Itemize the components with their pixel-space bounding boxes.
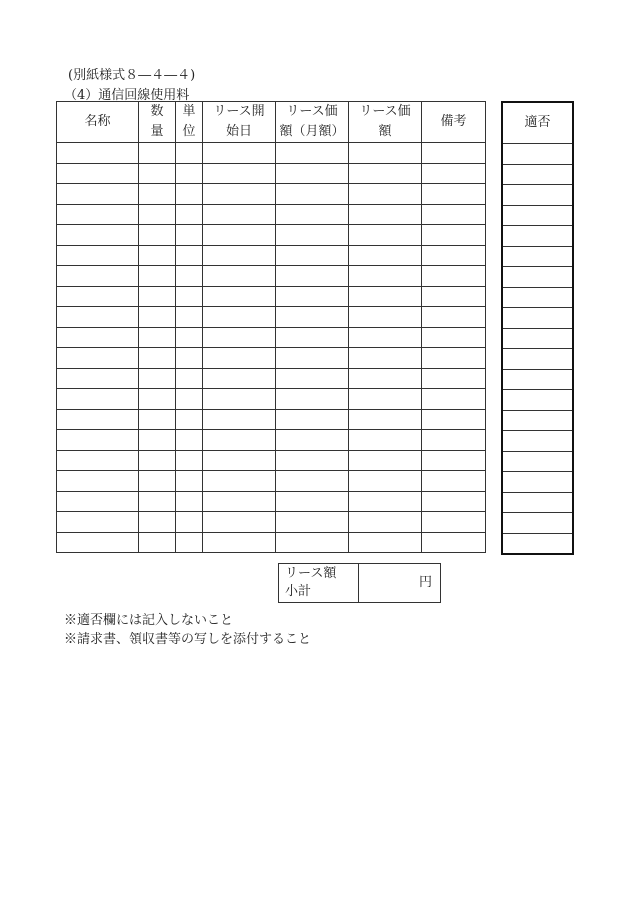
cell-remarks[interactable] (422, 409, 486, 430)
cell-quantity[interactable] (139, 286, 176, 307)
cell-quantity[interactable] (139, 327, 176, 348)
table-row (57, 409, 486, 430)
cell-name[interactable] (57, 409, 139, 430)
note-attach-receipts: ※請求書、領収書等の写しを添付すること (64, 632, 312, 647)
cell-unit[interactable] (176, 409, 203, 430)
cell-lease-price[interactable] (349, 286, 422, 307)
table-row (57, 430, 486, 451)
table-row (57, 512, 486, 533)
cell-lease-monthly-price[interactable] (276, 307, 349, 328)
cell-approval (502, 205, 573, 226)
header-remarks: 備考 (422, 102, 486, 143)
check-row (502, 287, 573, 308)
cell-name[interactable] (57, 307, 139, 328)
cell-unit[interactable] (176, 143, 203, 164)
cell-unit[interactable] (176, 225, 203, 246)
cell-lease-start-date[interactable] (203, 245, 276, 266)
cell-lease-price[interactable] (349, 471, 422, 492)
cell-lease-monthly-price[interactable] (276, 491, 349, 512)
cell-lease-monthly-price[interactable] (276, 532, 349, 553)
cell-lease-monthly-price[interactable] (276, 204, 349, 225)
cell-approval (502, 287, 573, 308)
cell-lease-price[interactable] (349, 389, 422, 410)
cell-unit[interactable] (176, 163, 203, 184)
cell-lease-monthly-price[interactable] (276, 327, 349, 348)
cell-lease-price[interactable] (349, 245, 422, 266)
cell-unit[interactable] (176, 204, 203, 225)
cell-approval (502, 185, 573, 206)
header-unit: 単 位 (176, 102, 203, 143)
cell-name[interactable] (57, 163, 139, 184)
cell-lease-monthly-price[interactable] (276, 409, 349, 430)
cell-unit[interactable] (176, 348, 203, 369)
cell-approval (502, 226, 573, 247)
cell-lease-start-date[interactable] (203, 368, 276, 389)
cell-lease-price[interactable] (349, 204, 422, 225)
cell-name[interactable] (57, 471, 139, 492)
cell-lease-start-date[interactable] (203, 225, 276, 246)
cell-approval (502, 369, 573, 390)
cell-lease-start-date[interactable] (203, 327, 276, 348)
cell-name[interactable] (57, 512, 139, 533)
cell-lease-start-date[interactable] (203, 491, 276, 512)
cell-lease-start-date[interactable] (203, 512, 276, 533)
check-row (502, 246, 573, 267)
table-row (57, 204, 486, 225)
check-row (502, 267, 573, 288)
cell-quantity[interactable] (139, 368, 176, 389)
form-reference: (別紙様式８―４―４) (68, 68, 196, 83)
cell-remarks[interactable] (422, 532, 486, 553)
yen-unit: 円 (418, 575, 432, 590)
table-row (57, 266, 486, 287)
cell-lease-price[interactable] (349, 430, 422, 451)
subtotal-row (279, 564, 441, 603)
cell-quantity[interactable] (139, 204, 176, 225)
cell-approval (502, 492, 573, 513)
cell-remarks[interactable] (422, 450, 486, 471)
cell-quantity[interactable] (139, 348, 176, 369)
table-row (57, 163, 486, 184)
cell-quantity[interactable] (139, 471, 176, 492)
cell-unit[interactable] (176, 450, 203, 471)
cell-quantity[interactable] (139, 307, 176, 328)
check-row (502, 205, 573, 226)
cell-lease-monthly-price[interactable] (276, 389, 349, 410)
check-row (502, 431, 573, 452)
cell-name[interactable] (57, 532, 139, 553)
cell-lease-start-date[interactable] (203, 532, 276, 553)
cell-quantity[interactable] (139, 532, 176, 553)
cell-unit[interactable] (176, 184, 203, 205)
check-row (502, 492, 573, 513)
cell-name[interactable] (57, 184, 139, 205)
cell-quantity[interactable] (139, 450, 176, 471)
cell-approval (502, 144, 573, 165)
cell-lease-monthly-price[interactable] (276, 163, 349, 184)
cell-lease-price[interactable] (349, 368, 422, 389)
cell-lease-price[interactable] (349, 143, 422, 164)
cell-lease-monthly-price[interactable] (276, 266, 349, 287)
cell-approval (502, 164, 573, 185)
check-row (502, 390, 573, 411)
cell-approval (502, 349, 573, 370)
cell-approval (502, 328, 573, 349)
table-row (57, 143, 486, 164)
cell-name[interactable] (57, 491, 139, 512)
cell-name[interactable] (57, 266, 139, 287)
table-row (57, 491, 486, 512)
cell-lease-start-date[interactable] (203, 450, 276, 471)
check-row (502, 349, 573, 370)
header-lease-monthly-price: リース価 額（月額） (276, 102, 349, 143)
subtotal-label: リース額 小計 (279, 564, 359, 603)
cell-lease-price[interactable] (349, 491, 422, 512)
cell-name[interactable] (57, 225, 139, 246)
cell-quantity[interactable] (139, 512, 176, 533)
cell-name[interactable] (57, 204, 139, 225)
cell-lease-price[interactable] (349, 163, 422, 184)
cell-unit[interactable] (176, 327, 203, 348)
cell-unit[interactable] (176, 245, 203, 266)
cell-lease-price[interactable] (349, 348, 422, 369)
cell-unit[interactable] (176, 307, 203, 328)
table-row (57, 307, 486, 328)
cell-lease-monthly-price[interactable] (276, 245, 349, 266)
check-row (502, 369, 573, 390)
cell-quantity[interactable] (139, 409, 176, 430)
cell-lease-price[interactable] (349, 184, 422, 205)
note-approval-column: ※適否欄には記入しないこと (64, 613, 234, 628)
check-row (502, 533, 573, 554)
cell-quantity[interactable] (139, 430, 176, 451)
table-row (57, 225, 486, 246)
check-row (502, 164, 573, 185)
check-header-row (502, 102, 573, 144)
cell-unit[interactable] (176, 286, 203, 307)
cell-name[interactable] (57, 286, 139, 307)
cell-remarks[interactable] (422, 307, 486, 328)
cell-lease-price[interactable] (349, 409, 422, 430)
cell-lease-start-date[interactable] (203, 143, 276, 164)
cell-name[interactable] (57, 389, 139, 410)
cell-lease-price[interactable] (349, 266, 422, 287)
cell-quantity[interactable] (139, 245, 176, 266)
check-row (502, 410, 573, 431)
cell-lease-price[interactable] (349, 532, 422, 553)
cell-remarks[interactable] (422, 512, 486, 533)
cell-name[interactable] (57, 348, 139, 369)
table-row (57, 368, 486, 389)
cell-lease-start-date[interactable] (203, 163, 276, 184)
cell-remarks[interactable] (422, 286, 486, 307)
check-row (502, 513, 573, 534)
cell-lease-monthly-price[interactable] (276, 450, 349, 471)
check-row (502, 144, 573, 165)
cell-lease-start-date[interactable] (203, 266, 276, 287)
cell-approval (502, 431, 573, 452)
table-row (57, 532, 486, 553)
cell-lease-start-date[interactable] (203, 348, 276, 369)
table-row (57, 184, 486, 205)
cell-unit[interactable] (176, 471, 203, 492)
cell-quantity[interactable] (139, 266, 176, 287)
cell-name[interactable] (57, 143, 139, 164)
cell-unit[interactable] (176, 368, 203, 389)
cell-remarks[interactable] (422, 327, 486, 348)
cell-unit[interactable] (176, 266, 203, 287)
cell-approval (502, 472, 573, 493)
subtotal-amount-field[interactable] (359, 564, 441, 603)
table-row (57, 286, 486, 307)
cell-quantity[interactable] (139, 143, 176, 164)
table-header-row (57, 102, 486, 143)
cell-approval (502, 410, 573, 431)
cell-unit[interactable] (176, 532, 203, 553)
table-row (57, 327, 486, 348)
cell-approval (502, 308, 573, 329)
cell-name[interactable] (57, 327, 139, 348)
cell-remarks[interactable] (422, 368, 486, 389)
table-row (57, 389, 486, 410)
cell-lease-monthly-price[interactable] (276, 430, 349, 451)
cell-quantity[interactable] (139, 225, 176, 246)
cell-lease-monthly-price[interactable] (276, 143, 349, 164)
cell-unit[interactable] (176, 389, 203, 410)
check-row (502, 185, 573, 206)
cell-lease-start-date[interactable] (203, 471, 276, 492)
table-row (57, 245, 486, 266)
usage-fee-table (56, 101, 486, 553)
cell-remarks[interactable] (422, 163, 486, 184)
subtotal-table (278, 563, 441, 603)
cell-name[interactable] (57, 368, 139, 389)
cell-remarks[interactable] (422, 471, 486, 492)
header-name: 名称 (57, 102, 139, 143)
cell-lease-start-date[interactable] (203, 307, 276, 328)
cell-lease-price[interactable] (349, 307, 422, 328)
cell-name[interactable] (57, 245, 139, 266)
cell-quantity[interactable] (139, 389, 176, 410)
check-row (502, 328, 573, 349)
approval-check-table (501, 101, 574, 555)
cell-lease-price[interactable] (349, 225, 422, 246)
cell-quantity[interactable] (139, 491, 176, 512)
cell-approval (502, 390, 573, 411)
cell-unit[interactable] (176, 430, 203, 451)
cell-lease-start-date[interactable] (203, 286, 276, 307)
cell-approval (502, 267, 573, 288)
cell-lease-monthly-price[interactable] (276, 471, 349, 492)
section-title: （4）通信回線使用料 (64, 88, 190, 103)
check-row (502, 451, 573, 472)
cell-lease-monthly-price[interactable] (276, 348, 349, 369)
cell-lease-start-date[interactable] (203, 389, 276, 410)
cell-lease-start-date[interactable] (203, 430, 276, 451)
cell-unit[interactable] (176, 491, 203, 512)
cell-remarks[interactable] (422, 348, 486, 369)
cell-unit[interactable] (176, 512, 203, 533)
cell-remarks[interactable] (422, 430, 486, 451)
cell-lease-start-date[interactable] (203, 204, 276, 225)
cell-name[interactable] (57, 430, 139, 451)
header-lease-price: リース価 額 (349, 102, 422, 143)
header-approval: 適否 (502, 102, 573, 144)
cell-name[interactable] (57, 450, 139, 471)
cell-lease-monthly-price[interactable] (276, 184, 349, 205)
cell-remarks[interactable] (422, 143, 486, 164)
check-row (502, 308, 573, 329)
table-row (57, 348, 486, 369)
cell-approval (502, 246, 573, 267)
cell-lease-monthly-price[interactable] (276, 512, 349, 533)
cell-lease-monthly-price[interactable] (276, 225, 349, 246)
table-row (57, 450, 486, 471)
cell-lease-price[interactable] (349, 327, 422, 348)
cell-lease-start-date[interactable] (203, 184, 276, 205)
cell-lease-start-date[interactable] (203, 409, 276, 430)
cell-remarks[interactable] (422, 225, 486, 246)
header-quantity: 数 量 (139, 102, 176, 143)
cell-approval (502, 513, 573, 534)
cell-lease-monthly-price[interactable] (276, 286, 349, 307)
check-row (502, 226, 573, 247)
check-row (502, 472, 573, 493)
cell-remarks[interactable] (422, 389, 486, 410)
cell-quantity[interactable] (139, 163, 176, 184)
cell-lease-monthly-price[interactable] (276, 368, 349, 389)
cell-remarks[interactable] (422, 204, 486, 225)
cell-remarks[interactable] (422, 266, 486, 287)
cell-quantity[interactable] (139, 184, 176, 205)
cell-lease-price[interactable] (349, 512, 422, 533)
cell-remarks[interactable] (422, 491, 486, 512)
table-row (57, 471, 486, 492)
cell-approval (502, 451, 573, 472)
cell-lease-price[interactable] (349, 450, 422, 471)
cell-approval (502, 533, 573, 554)
cell-remarks[interactable] (422, 245, 486, 266)
cell-remarks[interactable] (422, 184, 486, 205)
header-lease-start-date: リース開 始日 (203, 102, 276, 143)
